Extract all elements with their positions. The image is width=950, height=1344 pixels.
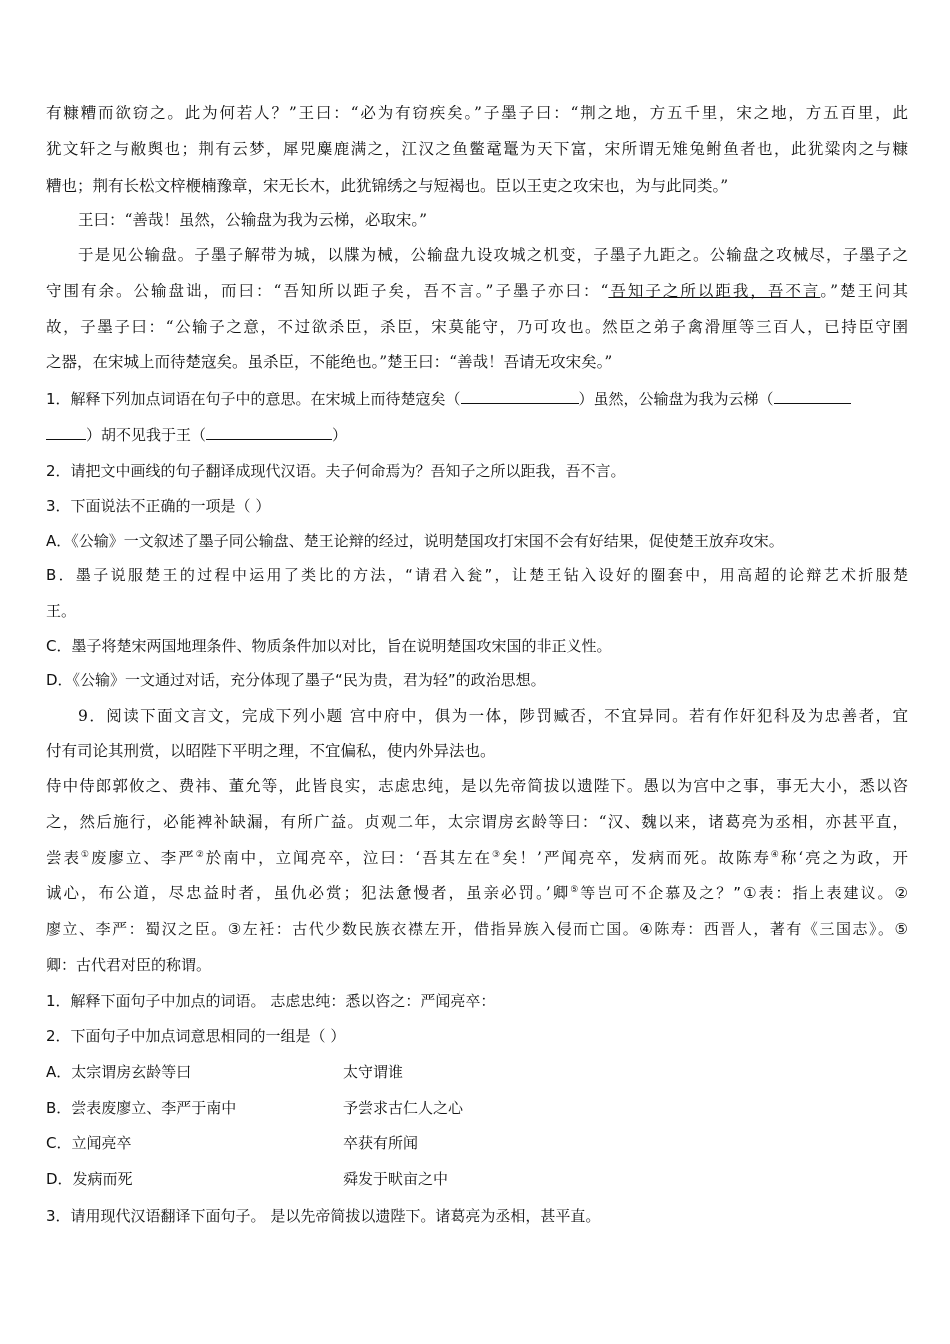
- option-right: 太守谓谁: [343, 1063, 404, 1081]
- question-1-cont: [46, 425, 908, 445]
- passage-text: 矣！’严闻亮卒，发病而死。故陈寿: [502, 849, 771, 867]
- passage-line: 犹文轩之与敝舆也；荆有云梦，犀兕麋鹿满之，江汉之鱼鳖鼋鼍为天下富，宋所谓无雉兔鲋鱼者也，此犹粱肉之与糠: [46, 140, 908, 158]
- option-row: [46, 1062, 908, 1082]
- passage-line: 糟也；荆有长松文梓楩楠豫章，宋无长木，此犹锦绣之与短褐也。臣以王吏之攻宋也，为与此同类。”: [46, 177, 729, 195]
- passage-text: 於南中，立闻亮卒，泣曰：‘吾其左在: [205, 849, 492, 867]
- underlined-sentence: 吾知子之所以距我，吾不言: [608, 282, 821, 300]
- option-b-cont: 王。: [46, 602, 77, 620]
- option-right: 卒获有所闻: [343, 1134, 419, 1152]
- passage-text: 尝表: [46, 849, 81, 867]
- option-d: D．《公输》一文通过对话，充分体现了墨子“民为贵，君为轻”的政治思想。: [46, 671, 546, 689]
- passage-line: [46, 848, 908, 868]
- passage-text: 守围有余。公输盘诎，而曰：“吾知所以距子矣，吾不言。”子墨子亦曰：“: [46, 282, 609, 300]
- q9-question-1: 1．解释下面句子中加点的词语。 志虑忠纯：悉以咨之：严闻亮卒：: [46, 992, 496, 1010]
- option-b: B．墨子说服楚王的过程中运用了类比的方法，“请君入瓮”，让楚王钻入设好的圈套中，用高超的论辩艺术折服楚: [46, 566, 908, 584]
- answer-blank[interactable]: [461, 389, 579, 404]
- option-c: C．墨子将楚宋两国地理条件、物质条件加以对比，旨在说明楚国攻宋国的非正义性。: [46, 637, 612, 655]
- option-row: [46, 1169, 908, 1189]
- passage-line: [46, 281, 908, 301]
- footnote-line: 廖立、李严：蜀汉之臣。③左衽：古代少数民族衣襟左开，借指异族入侵而亡国。④陈寿：西晋人，著有《三国志》。⑤: [46, 920, 908, 938]
- passage-text: 诚心，布公道，尽忠益时者，虽仇必赏；犯法惫慢者，虽亲必罚。’卿: [46, 884, 571, 902]
- passage-line: 故，子墨子曰：“公输子之意，不过欲杀臣，杀臣，宋莫能守，乃可攻也。然臣之弟子禽滑厘等三百人，已持臣守圉: [46, 318, 908, 336]
- passage-text: 等岂可不企慕及之？”①表：指上表建议。②: [580, 884, 908, 902]
- q9-question-2: 2．下面句子中加点词意思相同的一组是（ ）: [46, 1027, 346, 1045]
- question-1: [46, 389, 908, 409]
- footnote-mark: ①: [80, 849, 91, 860]
- passage-text: 废廖立、李严: [90, 849, 196, 867]
- passage-line: 付有司论其刑赏，以昭陛下平明之理，不宜偏私，使内外异法也。: [46, 742, 496, 760]
- passage-line: 之，然后施行，必能裨补缺漏，有所广益。贞观二年，太宗谓房玄龄等曰：“汉、魏以来，诸葛亮为丞相，亦甚平直，: [46, 813, 908, 831]
- footnote-mark: ④: [770, 849, 781, 860]
- footnote-mark: ②: [195, 849, 206, 860]
- answer-blank[interactable]: [46, 425, 86, 440]
- footnote-mark: ⑤: [570, 884, 581, 895]
- passage-line: [46, 883, 908, 903]
- passage-line: 于是见公输盘。子墨子解带为城，以牒为械，公输盘九设攻城之机变，子墨子九距之。公输盘之攻械尽，子墨子之: [78, 246, 908, 264]
- option-right: 舜发于畎亩之中: [343, 1170, 449, 1188]
- option-left: B．尝表废廖立、李严于南中: [46, 1099, 237, 1117]
- passage-line: 侍中侍郎郭攸之、费祎、董允等，此皆良实，志虑忠纯，是以先帝简拔以遗陛下。愚以为宫中之事，事无大小，悉以咨: [46, 777, 908, 795]
- option-right: 予尝求古仁人之心: [343, 1099, 464, 1117]
- option-left: D．发病而死: [46, 1170, 133, 1188]
- option-row: [46, 1098, 908, 1118]
- passage-line: 之器，在宋城上而待楚寇矣。虽杀臣，不能绝也。”楚王曰：“善哉！吾请无攻宋矣。”: [46, 353, 613, 371]
- q9-question-3: 3．请用现代汉语翻译下面句子。 是以先帝简拔以遗陛下。诸葛亮为丞相，甚平直。: [46, 1207, 601, 1225]
- question-text: 1．解释下列加点词语在句子中的意思。在宋城上而待楚寇矣（: [46, 390, 461, 408]
- option-left: A．太宗谓房玄龄等曰: [46, 1063, 192, 1081]
- option-left: C．立闻亮卒: [46, 1134, 132, 1152]
- passage-text: 。”楚王问其: [820, 282, 908, 300]
- passage-line: 王曰：“善哉！虽然，公输盘为我为云梯，必取宋。”: [78, 211, 428, 229]
- question-text: ）虽然，公输盘为我为云梯（: [578, 390, 774, 408]
- question-3: 3．下面说法不正确的一项是（ ）: [46, 497, 271, 515]
- option-row: [46, 1133, 908, 1153]
- q9-intro: 9．阅读下面文言文，完成下列小题 宫中府中，俱为一体，陟罚臧否，不宜异同。若有作奸犯科及为忠善者，宜: [78, 707, 908, 725]
- question-2: 2．请把文中画线的句子翻译成现代汉语。夫子何命焉为？吾知子之所以距我，吾不言。: [46, 462, 626, 480]
- option-a: A．《公输》一文叙述了墨子同公输盘、楚王论辩的经过，说明楚国攻打宋国不会有好结果，促使楚王放弃攻宋。: [46, 532, 784, 550]
- answer-blank[interactable]: [206, 425, 332, 440]
- question-text: ）: [332, 426, 348, 444]
- footnote-line: 卿：古代君对臣的称谓。: [46, 956, 212, 974]
- answer-blank[interactable]: [774, 389, 851, 404]
- passage-text: 称‘亮之为政，开: [780, 849, 908, 867]
- passage-line: 有糠糟而欲窃之。此为何若人？”王曰：“必为有窃疾矣。”子墨子曰：“荆之地，方五千里，宋之地，方五百里，此: [46, 104, 908, 122]
- footnote-mark: ③: [491, 849, 503, 860]
- question-text: ）胡不见我于王（: [86, 426, 207, 444]
